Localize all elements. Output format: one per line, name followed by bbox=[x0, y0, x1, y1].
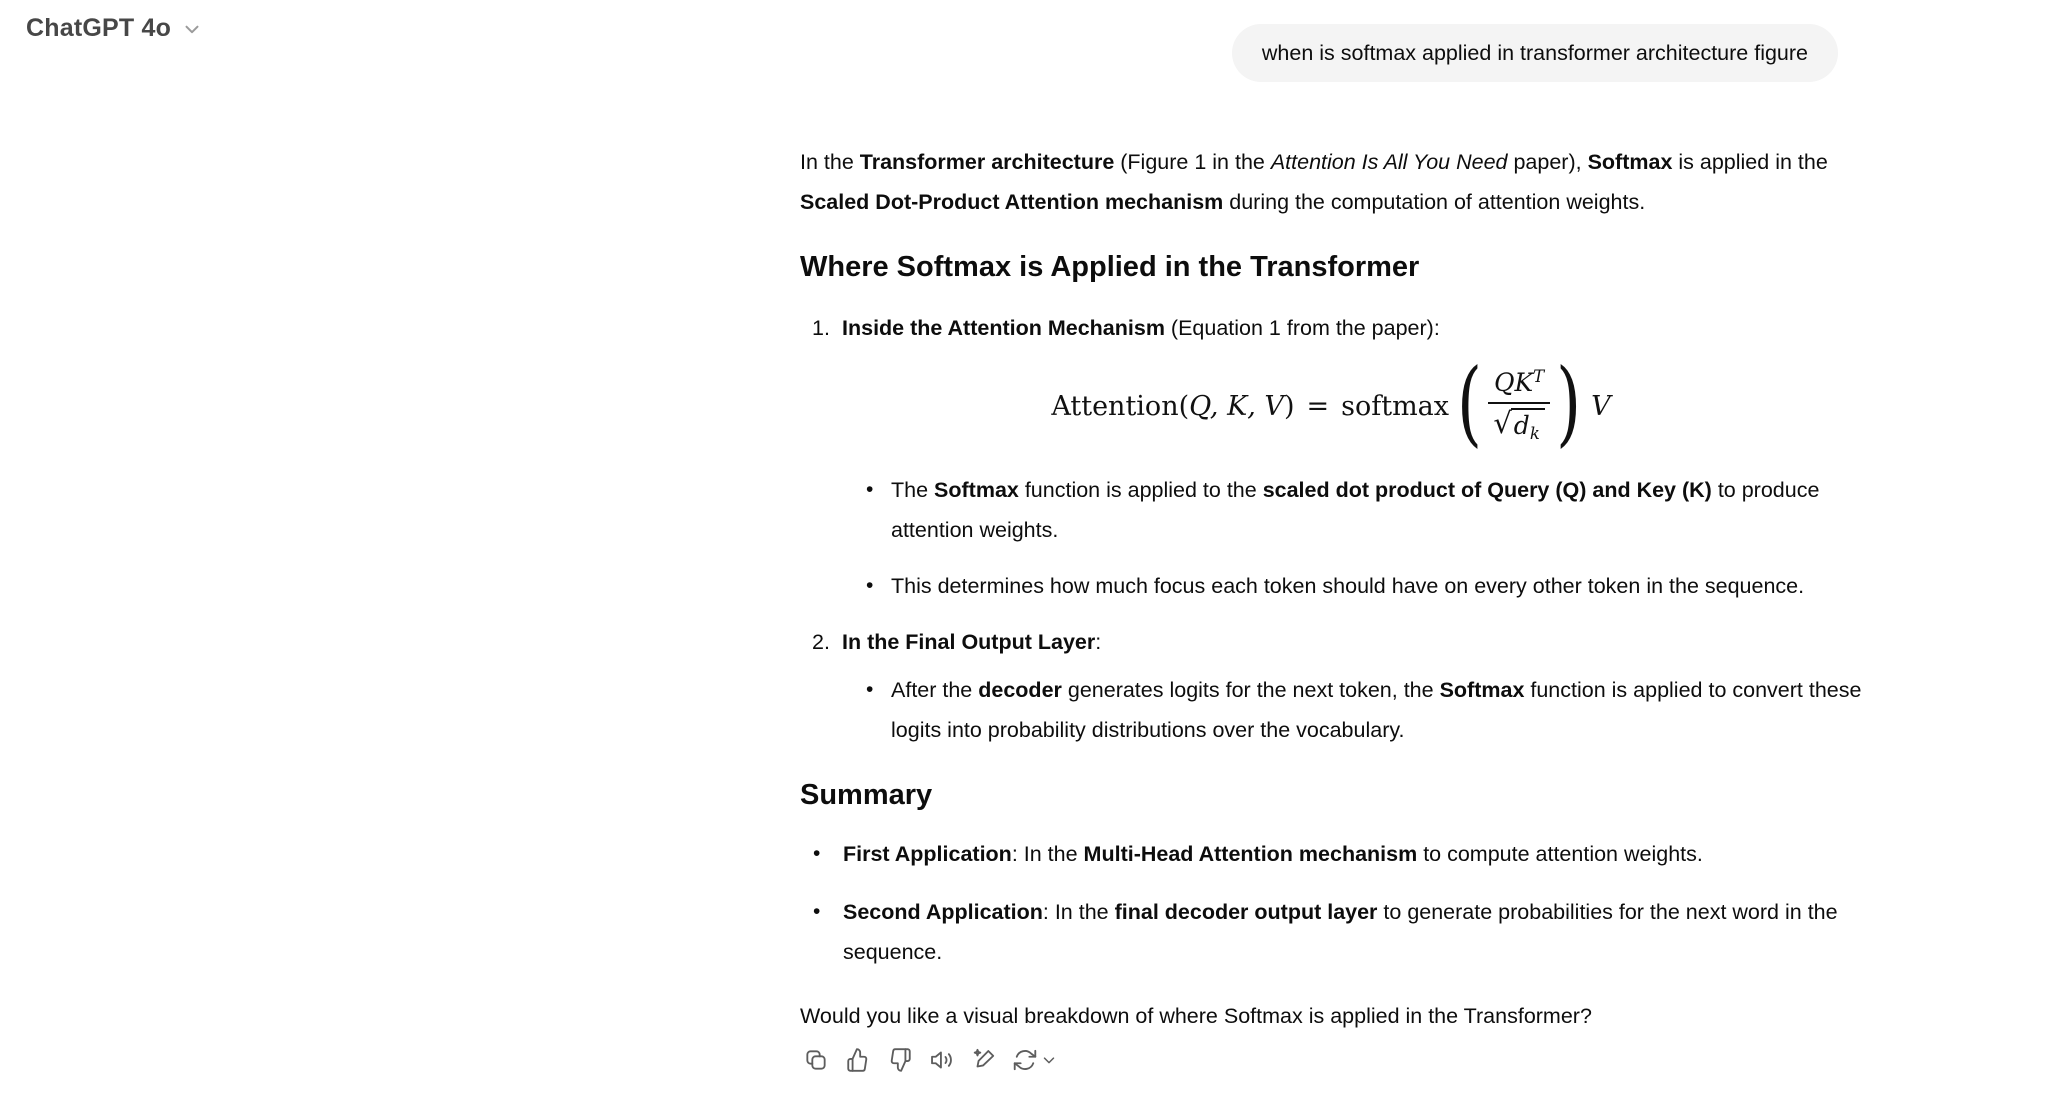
pencil-sparkle-icon bbox=[971, 1047, 997, 1073]
bullet-first-application: • First Application: In the Multi-Head Attention mechanism to compute attention weights. bbox=[800, 834, 1862, 874]
equation-softmax-label: softmax bbox=[1341, 390, 1449, 422]
bullet-second-application: • Second Application: In the final decoder output layer to generate probabilities for the next word in the sequence. bbox=[800, 892, 1862, 972]
conversation-thread bbox=[800, 0, 1862, 1074]
model-label: ChatGPT 4o bbox=[26, 14, 172, 42]
speaker-icon bbox=[929, 1047, 955, 1073]
closing-question: Would you like a visual breakdown of where Softmax is applied in the Transformer? bbox=[800, 1004, 1592, 1028]
section-heading-where-softmax: Where Softmax is Applied in the Transformer bbox=[800, 251, 1420, 283]
regenerate-icon bbox=[1012, 1047, 1038, 1073]
bullet-marker: • bbox=[866, 574, 874, 597]
thumbs-down-button[interactable] bbox=[886, 1046, 914, 1074]
attention-equation: Attention ( Q, K, V ) = softmax ( $QK^T$ √ dk ) V bbox=[1051, 350, 1611, 458]
user-message-row bbox=[800, 24, 1862, 82]
user-message-text: when is softmax applied in transformer architecture figure bbox=[1261, 40, 1808, 65]
thumbs-up-button[interactable] bbox=[844, 1046, 872, 1074]
thumbs-up-icon bbox=[845, 1047, 871, 1073]
copy-icon bbox=[803, 1047, 829, 1073]
regenerate-button[interactable] bbox=[1012, 1047, 1058, 1073]
section-heading-summary: Summary bbox=[800, 779, 933, 811]
chevron-down-icon bbox=[181, 18, 203, 40]
bullet-focus-determination: • This determines how much focus each token should have on every other token in the sequence. bbox=[800, 566, 1862, 606]
bullet-marker: • bbox=[866, 478, 874, 501]
bullet-decoder-logits: • After the decoder generates logits for the next token, the Softmax function is applied to convert these logits into probability distributions over the vocabulary. bbox=[800, 670, 1862, 750]
list-item-attention-mechanism: 1. Inside the Attention Mechanism (Equation 1 from the paper): bbox=[800, 308, 1862, 348]
read-aloud-button[interactable] bbox=[928, 1046, 956, 1074]
chevron-down-icon bbox=[1040, 1051, 1058, 1069]
list-marker: 2. bbox=[812, 630, 830, 654]
equation-fraction: $QK^T$ √ dk bbox=[1488, 368, 1550, 440]
bullet-softmax-function: • The Softmax function is applied to the scaled dot product of Query (Q) and Key (K) to produce attention weights. bbox=[800, 470, 1862, 550]
model-switcher[interactable] bbox=[18, 8, 211, 49]
message-action-bar bbox=[802, 1046, 1862, 1074]
copy-button[interactable] bbox=[802, 1046, 830, 1074]
bullet-marker: • bbox=[813, 900, 821, 923]
edit-in-canvas-button[interactable] bbox=[970, 1046, 998, 1074]
list-marker: 1. bbox=[812, 316, 830, 340]
thumbs-down-icon bbox=[887, 1047, 913, 1073]
assistant-message bbox=[800, 142, 1862, 1074]
bullet-marker: • bbox=[813, 842, 821, 865]
bullet-marker: • bbox=[866, 678, 874, 701]
user-message-bubble bbox=[1232, 24, 1838, 82]
intro-paragraph: In the Transformer architecture (Figure 1 in the Attention Is All You Need paper), Softmax is applied in the Scaled Dot-Product Attention mechanism during the computation of attention weights. bbox=[800, 150, 1828, 214]
equation-function-name: Attention bbox=[1051, 390, 1179, 422]
list-item-final-output-layer: 2. In the Final Output Layer: bbox=[800, 622, 1862, 662]
radical-sign: √ bbox=[1493, 406, 1512, 440]
